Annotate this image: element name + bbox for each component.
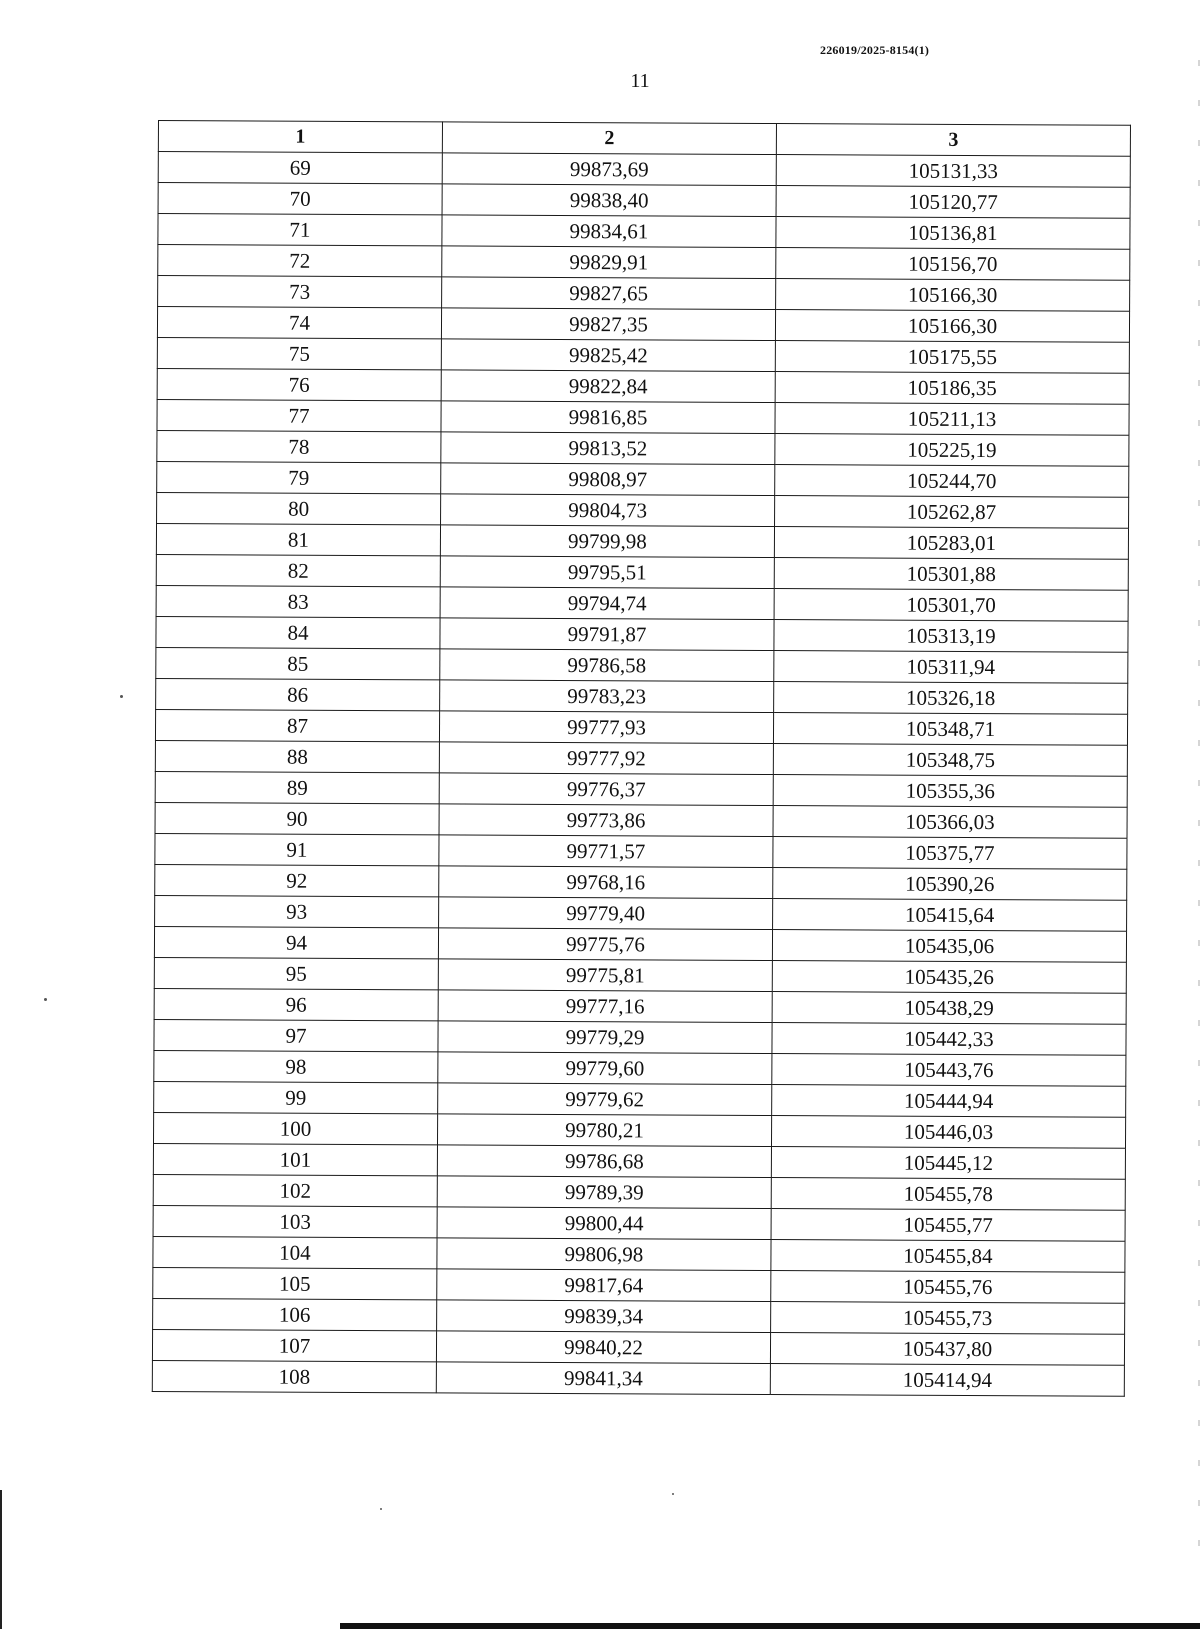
point-number-cell: 91 [155, 833, 439, 865]
x-coordinate-cell: 99795,51 [440, 556, 774, 589]
table-row [155, 740, 1127, 776]
y-coordinate-cell: 105186,35 [775, 372, 1129, 405]
point-number-cell: 97 [154, 1019, 438, 1051]
y-coordinate-cell: 105225,19 [775, 434, 1129, 467]
y-coordinate-cell: 105348,71 [773, 713, 1127, 746]
point-number-cell: 96 [154, 988, 438, 1020]
x-coordinate-cell: 99771,57 [439, 835, 773, 868]
table-row [155, 709, 1127, 745]
x-coordinate-cell: 99800,44 [437, 1207, 771, 1240]
point-number-cell: 70 [158, 183, 442, 215]
y-coordinate-cell: 105444,94 [772, 1085, 1126, 1118]
y-coordinate-cell: 105446,03 [771, 1116, 1125, 1149]
point-number-cell: 104 [153, 1236, 437, 1268]
x-coordinate-cell: 99839,34 [437, 1300, 771, 1333]
y-coordinate-cell: 105435,06 [772, 930, 1126, 963]
point-number-cell: 102 [153, 1174, 437, 1206]
x-coordinate-cell: 99775,76 [438, 928, 772, 961]
x-coordinate-cell: 99791,87 [440, 618, 774, 651]
point-number-cell: 69 [158, 152, 442, 184]
point-number-cell: 85 [156, 647, 440, 679]
table-body [152, 152, 1130, 1397]
x-coordinate-cell: 99834,61 [442, 215, 776, 248]
table-header-row [158, 121, 1130, 157]
table-row [156, 647, 1128, 683]
x-coordinate-cell: 99779,29 [438, 1021, 772, 1054]
table-row [156, 678, 1128, 714]
x-coordinate-cell: 99806,98 [437, 1238, 771, 1271]
y-coordinate-cell: 105443,76 [772, 1054, 1126, 1087]
y-coordinate-cell: 105136,81 [776, 217, 1130, 250]
table-row [157, 307, 1129, 343]
point-number-cell: 95 [154, 957, 438, 989]
point-number-cell: 94 [154, 926, 438, 958]
y-coordinate-cell: 105326,18 [774, 682, 1128, 715]
table-row [154, 1019, 1126, 1055]
point-number-cell: 99 [154, 1081, 438, 1113]
x-coordinate-cell: 99777,16 [438, 990, 772, 1023]
x-coordinate-cell: 99816,85 [441, 401, 775, 434]
x-coordinate-cell: 99773,86 [439, 804, 773, 837]
coordinates-table-container [152, 120, 1130, 1397]
point-number-cell: 90 [155, 802, 439, 834]
y-coordinate-cell: 105355,36 [773, 775, 1127, 808]
point-number-cell: 84 [156, 616, 440, 648]
table-row [156, 554, 1128, 590]
scan-speck [120, 695, 123, 698]
x-coordinate-cell: 99786,58 [440, 649, 774, 682]
x-coordinate-cell: 99777,92 [439, 742, 773, 775]
y-coordinate-cell: 105455,78 [771, 1178, 1125, 1211]
table-row [156, 616, 1128, 652]
y-coordinate-cell: 105438,29 [772, 992, 1126, 1025]
table-row [152, 1360, 1124, 1396]
y-coordinate-cell: 105414,94 [770, 1364, 1124, 1397]
x-coordinate-cell: 99789,39 [437, 1176, 771, 1209]
y-coordinate-cell: 105262,87 [775, 496, 1129, 529]
y-coordinate-cell: 105301,88 [774, 558, 1128, 591]
table-row [154, 988, 1126, 1024]
document-id: 226019/2025-8154(1) [820, 43, 930, 57]
x-coordinate-cell: 99838,40 [442, 184, 776, 217]
point-number-cell: 103 [153, 1205, 437, 1237]
y-coordinate-cell: 105156,70 [776, 248, 1130, 281]
table-row [157, 337, 1129, 373]
y-coordinate-cell: 105166,30 [775, 310, 1129, 343]
column-header-1: 1 [158, 121, 442, 153]
point-number-cell: 72 [158, 245, 442, 277]
column-header-3: 3 [776, 124, 1130, 157]
table-row [158, 183, 1130, 219]
table-row [155, 864, 1127, 900]
table-row [157, 399, 1129, 435]
x-coordinate-cell: 99786,68 [437, 1145, 771, 1178]
y-coordinate-cell: 105455,73 [771, 1302, 1125, 1335]
x-coordinate-cell: 99804,73 [441, 494, 775, 527]
scan-speck [380, 1508, 382, 1510]
point-number-cell: 86 [156, 678, 440, 710]
table-row [157, 430, 1129, 466]
page-number: 11 [630, 70, 650, 92]
table-row [158, 214, 1130, 250]
y-coordinate-cell: 105366,03 [773, 806, 1127, 839]
point-number-cell: 81 [156, 523, 440, 555]
table-row [158, 276, 1130, 312]
x-coordinate-cell: 99777,93 [439, 711, 773, 744]
point-number-cell: 92 [155, 864, 439, 896]
x-coordinate-cell: 99841,34 [436, 1362, 770, 1395]
point-number-cell: 98 [154, 1050, 438, 1082]
x-coordinate-cell: 99808,97 [441, 463, 775, 496]
y-coordinate-cell: 105390,26 [773, 868, 1127, 901]
table-row [153, 1174, 1125, 1210]
x-coordinate-cell: 99776,37 [439, 773, 773, 806]
table-row [152, 1329, 1124, 1365]
x-coordinate-cell: 99829,91 [442, 246, 776, 279]
point-number-cell: 75 [157, 337, 441, 369]
x-coordinate-cell: 99873,69 [442, 153, 776, 186]
point-number-cell: 108 [152, 1360, 436, 1392]
point-number-cell: 89 [155, 771, 439, 803]
table-row [155, 771, 1127, 807]
x-coordinate-cell: 99813,52 [441, 432, 775, 465]
point-number-cell: 80 [157, 492, 441, 524]
table-row [155, 802, 1127, 838]
x-coordinate-cell: 99817,64 [437, 1269, 771, 1302]
y-coordinate-cell: 105166,30 [776, 279, 1130, 312]
table-row [153, 1267, 1125, 1303]
x-coordinate-cell: 99840,22 [436, 1331, 770, 1364]
table-row [157, 368, 1129, 404]
point-number-cell: 77 [157, 399, 441, 431]
table-row [154, 957, 1126, 993]
y-coordinate-cell: 105311,94 [774, 651, 1128, 684]
table-row [158, 152, 1130, 188]
point-number-cell: 79 [157, 461, 441, 493]
y-coordinate-cell: 105455,76 [771, 1271, 1125, 1304]
point-number-cell: 82 [156, 554, 440, 586]
x-coordinate-cell: 99768,16 [439, 866, 773, 899]
table-row [153, 1236, 1125, 1272]
y-coordinate-cell: 105455,84 [771, 1240, 1125, 1273]
y-coordinate-cell: 105211,13 [775, 403, 1129, 436]
table-row [157, 492, 1129, 528]
x-coordinate-cell: 99794,74 [440, 587, 774, 620]
x-coordinate-cell: 99822,84 [441, 370, 775, 403]
point-number-cell: 107 [152, 1329, 436, 1361]
table-row [155, 833, 1127, 869]
y-coordinate-cell: 105244,70 [775, 465, 1129, 498]
point-number-cell: 88 [155, 740, 439, 772]
point-number-cell: 76 [157, 368, 441, 400]
column-header-2: 2 [442, 122, 776, 155]
table-row [155, 895, 1127, 931]
x-coordinate-cell: 99827,65 [442, 277, 776, 310]
x-coordinate-cell: 99827,35 [441, 308, 775, 341]
point-number-cell: 83 [156, 585, 440, 617]
y-coordinate-cell: 105313,19 [774, 620, 1128, 653]
point-number-cell: 74 [157, 307, 441, 339]
y-coordinate-cell: 105175,55 [775, 341, 1129, 374]
point-number-cell: 100 [153, 1112, 437, 1144]
table-row [153, 1298, 1125, 1334]
point-number-cell: 78 [157, 430, 441, 462]
y-coordinate-cell: 105131,33 [776, 155, 1130, 188]
y-coordinate-cell: 105437,80 [770, 1333, 1124, 1366]
x-coordinate-cell: 99799,98 [440, 525, 774, 558]
table-row [156, 523, 1128, 559]
x-coordinate-cell: 99825,42 [441, 339, 775, 372]
point-number-cell: 106 [153, 1298, 437, 1330]
table-row [154, 1081, 1126, 1117]
x-coordinate-cell: 99779,40 [439, 897, 773, 930]
table-row [153, 1112, 1125, 1148]
table-row [153, 1205, 1125, 1241]
y-coordinate-cell: 105301,70 [774, 589, 1128, 622]
point-number-cell: 87 [155, 709, 439, 741]
y-coordinate-cell: 105442,33 [772, 1023, 1126, 1056]
scan-speck [44, 998, 47, 1001]
scan-speck [672, 1493, 674, 1495]
x-coordinate-cell: 99783,23 [440, 680, 774, 713]
table-row [153, 1143, 1125, 1179]
y-coordinate-cell: 105435,26 [772, 961, 1126, 994]
scan-edge-bottom [340, 1623, 1200, 1629]
point-number-cell: 71 [158, 214, 442, 246]
y-coordinate-cell: 105120,77 [776, 186, 1130, 219]
y-coordinate-cell: 105283,01 [774, 527, 1128, 560]
point-number-cell: 93 [155, 895, 439, 927]
scan-edge-left [0, 1490, 2, 1629]
y-coordinate-cell: 105455,77 [771, 1209, 1125, 1242]
x-coordinate-cell: 99780,21 [437, 1114, 771, 1147]
y-coordinate-cell: 105445,12 [771, 1147, 1125, 1180]
point-number-cell: 73 [158, 276, 442, 308]
table-row [156, 585, 1128, 621]
table-row [154, 926, 1126, 962]
x-coordinate-cell: 99779,62 [438, 1083, 772, 1116]
table-row [157, 461, 1129, 497]
y-coordinate-cell: 105348,75 [773, 744, 1127, 777]
coordinates-table [152, 120, 1131, 1397]
point-number-cell: 105 [153, 1267, 437, 1299]
table-row [158, 245, 1130, 281]
x-coordinate-cell: 99779,60 [438, 1052, 772, 1085]
y-coordinate-cell: 105415,64 [773, 899, 1127, 932]
table-row [154, 1050, 1126, 1086]
point-number-cell: 101 [153, 1143, 437, 1175]
y-coordinate-cell: 105375,77 [773, 837, 1127, 870]
x-coordinate-cell: 99775,81 [438, 959, 772, 992]
